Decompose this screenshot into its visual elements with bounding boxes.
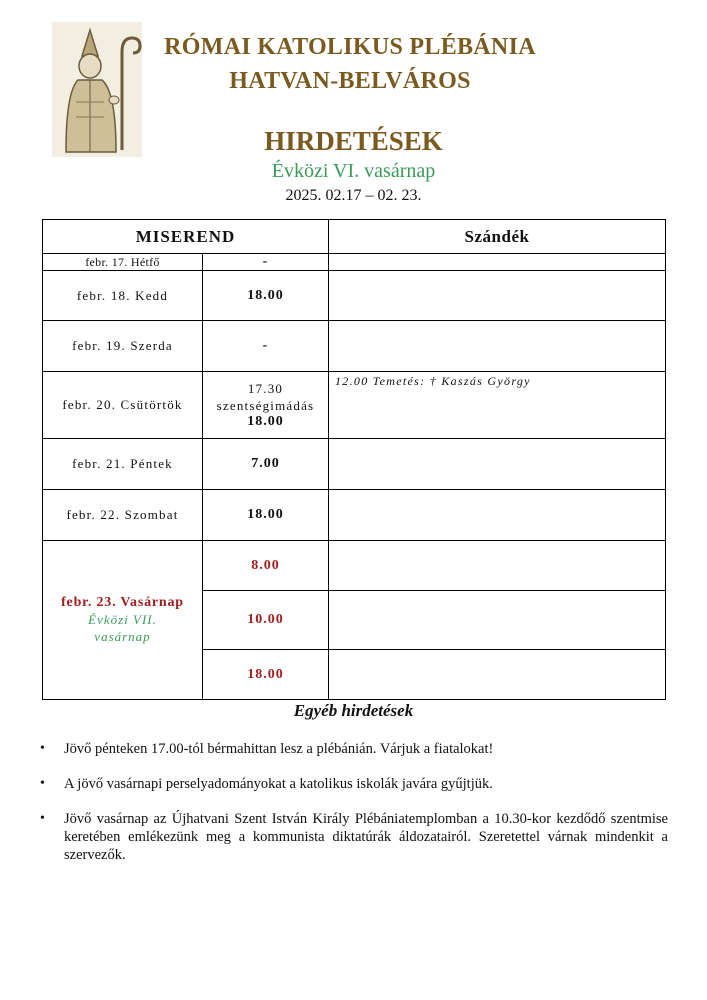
- time-cell: 18.00: [203, 271, 329, 321]
- time-cell: 8.00: [203, 541, 329, 591]
- table-row: [43, 490, 666, 541]
- intent-cell: [329, 650, 666, 700]
- table-header-row: [43, 220, 666, 254]
- list-item: [40, 740, 668, 758]
- bullet-icon: •: [40, 741, 45, 756]
- intent-cell: [329, 439, 666, 490]
- intent-cell: [329, 591, 666, 650]
- szandek-header: Szándék: [329, 220, 666, 254]
- table-row: [43, 254, 666, 271]
- intent-cell: [329, 254, 666, 271]
- announcement-text: Jövő vasárnap az Újhatvani Szent István Király Plébániatemplomban a 10.30-kor kezdődő szentmise keretében emlékezünk meg a kommunista diktatúrák áldozatairól. Szeretettel várnak mindenkit a szervezők.: [64, 811, 668, 863]
- announcement-text: A jövő vasárnapi perselyadományokat a katolikus iskolák javára gyűjtjük.: [64, 776, 493, 792]
- bullet-icon: •: [40, 776, 45, 791]
- page-title: HIRDETÉSEK: [264, 126, 443, 156]
- sunday-note-line-2: vasárnap: [94, 629, 151, 644]
- adoration-time: 17.30: [247, 381, 284, 396]
- table-row: [43, 372, 666, 439]
- sunday-day-cell: [43, 541, 203, 700]
- time-cell: 18.00: [203, 490, 329, 541]
- intent-cell: 12.00 Temetés: † Kaszás György: [329, 372, 666, 439]
- list-item: [40, 775, 668, 793]
- date-range: 2025. 02.17 – 02. 23.: [285, 187, 422, 204]
- day-cell: febr. 22. Szombat: [43, 490, 203, 541]
- intent-cell: [329, 271, 666, 321]
- intent-cell: [329, 490, 666, 541]
- parish-name: [140, 30, 560, 98]
- intent-cell: [329, 541, 666, 591]
- time-cell: 10.00: [203, 591, 329, 650]
- time-cell: -: [203, 321, 329, 372]
- sunday-note-line-1: Évközi VII.: [88, 612, 157, 627]
- time-cell: 18.00: [203, 650, 329, 700]
- table-row: [43, 439, 666, 490]
- mass-schedule-table: [42, 219, 666, 700]
- list-item: [40, 810, 668, 864]
- table-row: [43, 541, 666, 591]
- day-cell: febr. 18. Kedd: [43, 271, 203, 321]
- day-cell: febr. 20. Csütörtök: [43, 372, 203, 439]
- announcement-text: Jövő pénteken 17.00-tól bérmahittan lesz a plébánián. Várjuk a fiatalokat!: [64, 741, 494, 757]
- adoration-label: szentségimádás: [216, 398, 315, 413]
- parish-line-2: HATVAN-BELVÁROS: [229, 68, 471, 94]
- time-cell: [203, 372, 329, 439]
- mass-time: 18.00: [247, 414, 284, 429]
- miserend-header: MISEREND: [43, 220, 329, 254]
- sunday-day-label: febr. 23. Vasárnap: [61, 595, 184, 610]
- liturgical-sunday: Évközi VI. vasárnap: [271, 160, 436, 182]
- bullet-icon: •: [40, 811, 45, 826]
- time-cell: 7.00: [203, 439, 329, 490]
- announcement-list: [40, 740, 668, 881]
- parish-line-1: RÓMAI KATOLIKUS PLÉBÁNIA: [164, 34, 536, 60]
- other-announcements-title: Egyéb hirdetések: [293, 701, 414, 720]
- table-row: [43, 321, 666, 372]
- table-row: [43, 271, 666, 321]
- intent-cell: [329, 321, 666, 372]
- time-cell: -: [203, 254, 329, 271]
- day-cell: febr. 19. Szerda: [43, 321, 203, 372]
- day-cell: febr. 17. Hétfő: [43, 254, 203, 271]
- day-cell: febr. 21. Péntek: [43, 439, 203, 490]
